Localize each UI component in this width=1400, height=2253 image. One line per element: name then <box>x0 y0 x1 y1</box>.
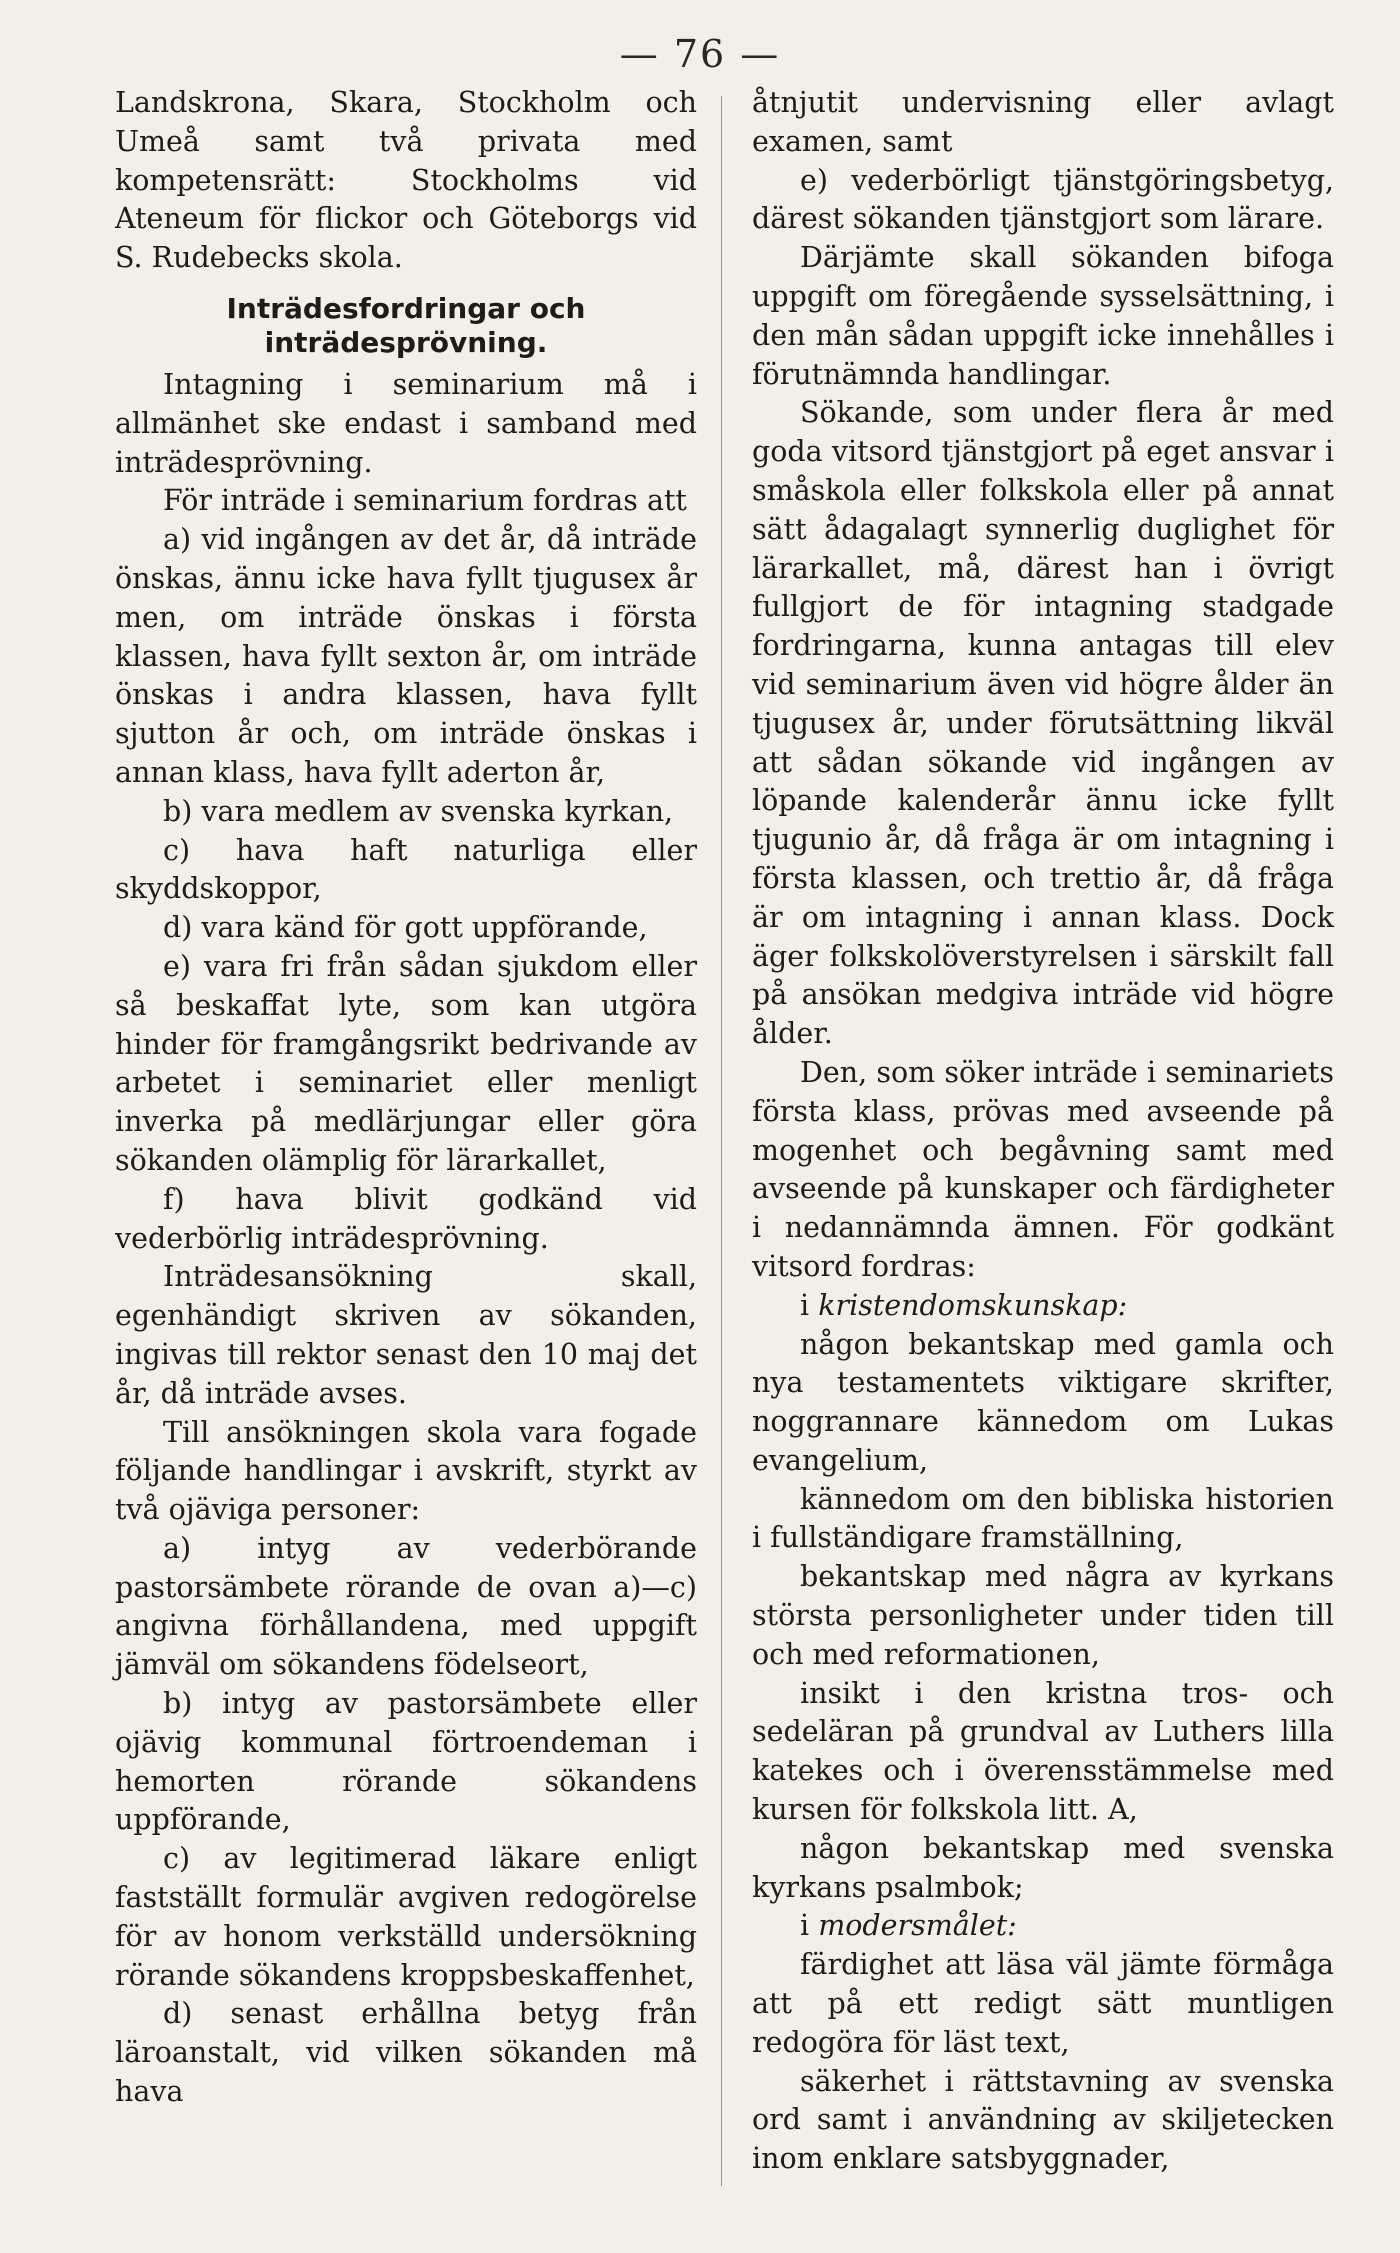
left-column <box>115 84 697 2112</box>
list-item: f) hava blivit godkänd vid vederbörlig inträdesprövning. <box>115 1182 697 1255</box>
paragraph: Till ansökningen skola vara fogade följande handlingar i avskrift, styrkt av två ojäviga personer: <box>115 1415 697 1527</box>
list-item: b) intyg av pastorsämbete eller ojävig kommunal förtroendeman i hemorten rörande sökandens uppförande, <box>115 1687 697 1837</box>
paragraph: Landskrona, Skara, Stockholm och Umeå samt två privata med kompetensrätt: Stockholms vid Ateneum för flickor och Göteborgs vid S. Rudebecks skola. <box>115 86 697 275</box>
subject-heading <box>752 1287 1334 1326</box>
list-item: b) vara medlem av svenska kyrkan, <box>163 794 674 828</box>
subject-prefix: i <box>800 1288 810 1322</box>
list-item: c) av legitimerad läkare enligt fastställt formulär avgiven redogörelse för av honom verkställd undersökning rörande sökandens kroppsbeskaffenhet, <box>115 1842 697 1992</box>
list-item: a) intyg av vederbörande pastorsämbete rörande de ovan a)—c) angivna förhållandena, med uppgift jämväl om sökandens födelseort, <box>115 1531 697 1682</box>
paragraph: För inträde i seminarium fordras att <box>163 484 687 518</box>
list-item: bekantskap med några av kyrkans största personligheter under tiden till och med reformationen, <box>752 1560 1334 1671</box>
paragraph: åtnjutit undervisning eller avlagt examen, samt <box>752 86 1334 158</box>
subject-name: modersmålet: <box>818 1909 1017 1943</box>
section-heading: Inträdesfordringar och inträdesprövning. <box>226 291 586 359</box>
column-divider <box>721 96 722 2186</box>
list-item: insikt i den kristna tros- och sedeläran på grundval av Luthers lilla katekes och i överensstämmelse med kursen för folkskola litt. A, <box>752 1676 1334 1827</box>
paragraph: Intagning i seminarium må i allmänhet ske endast i samband med inträdesprövning. <box>115 367 697 479</box>
list-item: d) vara känd för gott uppförande, <box>163 911 648 945</box>
list-item: säkerhet i rättstavning av svenska ord samt i användning av skiljetecken inom enklare satsbyggnader, <box>752 2064 1334 2176</box>
list-item: kännedom om den bibliska historien i fullständigare framställning, <box>752 1482 1334 1555</box>
paragraph: Därjämte skall sökanden bifoga uppgift om föregående sysselsättning, i den mån sådan uppgift icke innehålles i förutnämnda handlingar. <box>752 241 1334 391</box>
page-number: — 76 — <box>619 32 781 76</box>
subject-prefix: i <box>800 1909 810 1943</box>
paragraph: Sökande, som under flera år med goda vitsord tjänstgjort på eget ansvar i småskola eller folkskola eller på annat sätt ådagalagt synnerlig duglighet för lärarkallet, må, därest han i övrigt fullgjort de för intagning stadgade fordringarna, kunna antagas till elev vid seminarium även vid högre ålder än tjugusex år, under förutsättning likväl att sådan sökande vid ingången av löpande kalenderår ännu icke fyllt tjugunio år, då fråga är om intagning i första klassen, och trettio år, då fråga är om intagning i annan klass. Dock äger folkskolöverstyrelsen i särskilt fall på ansökan medgiva inträde vid högre ålder. <box>752 396 1334 1051</box>
list-item: c) hava haft naturliga eller skyddskoppor, <box>115 833 697 906</box>
paragraph: Den, som söker inträde i seminariets första klass, prövas med avseende på mogenhet och begåvning samt med avseende på kunskaper och färdigheter i nedannämnda ämnen. För godkänt vitsord fordras: <box>752 1055 1334 1283</box>
list-item: e) vederbörligt tjänstgöringsbetyg, därest sökanden tjänstgjort som lärare. <box>752 163 1334 236</box>
list-item: e) vara fri från sådan sjukdom eller så beskaffat lyte, som kan utgöra hinder för framgångsrikt bedrivande av arbetet i seminariet eller menligt inverka på medlärjungar eller göra sökanden olämplig för lärarkallet, <box>115 949 697 1177</box>
list-item: d) senast erhållna betyg från läroanstalt, vid vilken sökanden må hava <box>115 1997 697 2109</box>
right-column <box>752 84 1334 2179</box>
subject-name: kristendomskunskap: <box>818 1288 1128 1322</box>
paragraph: Inträdesansökning skall, egenhändigt skriven av sökanden, ingivas till rektor senast den 10 maj det år, då inträde avses. <box>115 1260 697 1410</box>
list-item: färdighet att läsa väl jämte förmåga att på ett redigt sätt muntligen redogöra för läst text, <box>752 1948 1334 2059</box>
list-item: någon bekantskap med gamla och nya testamentets viktigare skrifter, noggrannare kännedom om Lukas evangelium, <box>752 1327 1334 1477</box>
subject-heading <box>752 1907 1334 1946</box>
list-item: a) vid ingången av det år, då inträde önskas, ännu icke hava fyllt tjugusex år men, om inträde önskas i första klassen, hava fyllt sexton år, om inträde önskas i andra klassen, hava fyllt sjutton år och, om inträde önskas i annan klass, hava fyllt aderton år, <box>115 523 697 789</box>
list-item: någon bekantskap med svenska kyrkans psalmbok; <box>752 1831 1334 1904</box>
